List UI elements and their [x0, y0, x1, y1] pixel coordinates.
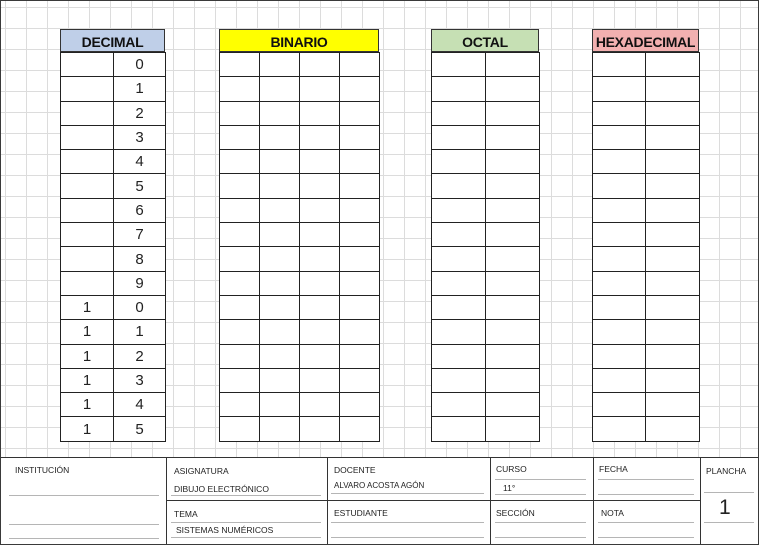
hexadecimal-row — [593, 271, 700, 295]
octal-row-cell — [486, 53, 540, 77]
decimal-header: DECIMAL — [60, 29, 165, 52]
decimal-row-cell — [61, 77, 114, 101]
binario-row-cell — [220, 174, 260, 198]
hexadecimal-row-cell — [593, 77, 646, 101]
binario-row-cell — [340, 125, 380, 149]
octal-row — [432, 198, 540, 222]
plancha-label: PLANCHA — [706, 466, 747, 476]
octal-row-cell — [432, 247, 486, 271]
hexadecimal-row-cell — [593, 174, 646, 198]
decimal-row — [61, 125, 166, 149]
binario-row-cell — [220, 77, 260, 101]
decimal-row — [61, 223, 166, 247]
octal-row — [432, 150, 540, 174]
decimal-row — [61, 393, 166, 417]
binario-row-cell — [220, 417, 260, 441]
octal-row-cell — [486, 320, 540, 344]
binario-row-cell — [340, 295, 380, 319]
hexadecimal-row — [593, 174, 700, 198]
octal-row-cell — [486, 150, 540, 174]
hexadecimal-row — [593, 393, 700, 417]
binario-row — [220, 295, 380, 319]
decimal-row-cell — [61, 125, 114, 149]
octal-section — [431, 29, 539, 442]
binario-header: BINARIO — [219, 29, 379, 52]
octal-row-cell — [486, 271, 540, 295]
octal-row — [432, 295, 540, 319]
octal-row-cell — [432, 150, 486, 174]
hexadecimal-row — [593, 101, 700, 125]
decimal-row — [61, 247, 166, 271]
binario-row-cell — [300, 247, 340, 271]
binario-row — [220, 417, 380, 441]
binario-row-cell — [340, 320, 380, 344]
binario-row-cell — [340, 417, 380, 441]
hexadecimal-row-cell — [646, 271, 700, 295]
decimal-row-cell: 0 — [114, 53, 166, 77]
binario-row-cell — [340, 53, 380, 77]
decimal-row-cell: 1 — [61, 393, 114, 417]
binario-row-cell — [340, 198, 380, 222]
binario-row-cell — [220, 247, 260, 271]
decimal-row-cell: 1 — [61, 320, 114, 344]
asignatura-label: ASIGNATURA — [174, 466, 229, 476]
title-block — [1, 457, 758, 545]
binario-row — [220, 150, 380, 174]
binario-row — [220, 320, 380, 344]
binario-row — [220, 344, 380, 368]
decimal-row-cell: 1 — [61, 344, 114, 368]
octal-row-cell — [432, 223, 486, 247]
hexadecimal-row-cell — [593, 295, 646, 319]
hexadecimal-row-cell — [593, 125, 646, 149]
hexadecimal-row-cell — [646, 368, 700, 392]
decimal-row-cell: 3 — [114, 368, 166, 392]
hexadecimal-row-cell — [646, 198, 700, 222]
institucion-label: INSTITUCIÓN — [15, 465, 70, 475]
hexadecimal-row — [593, 344, 700, 368]
hexadecimal-row-cell — [646, 247, 700, 271]
binario-row-cell — [300, 223, 340, 247]
hexadecimal-row-cell — [646, 101, 700, 125]
docente-value: ALVARO ACOSTA AGÓN — [334, 481, 425, 490]
binario-row-cell — [300, 271, 340, 295]
hexadecimal-row — [593, 198, 700, 222]
hexadecimal-row — [593, 417, 700, 441]
decimal-row — [61, 368, 166, 392]
binario-row-cell — [260, 198, 300, 222]
octal-row-cell — [432, 125, 486, 149]
decimal-row — [61, 150, 166, 174]
decimal-table — [60, 52, 166, 442]
binario-row-cell — [300, 344, 340, 368]
octal-row-cell — [432, 77, 486, 101]
binario-row-cell — [260, 101, 300, 125]
hexadecimal-row — [593, 295, 700, 319]
hexadecimal-row-cell — [646, 344, 700, 368]
binario-row-cell — [220, 150, 260, 174]
hexadecimal-row — [593, 320, 700, 344]
decimal-row — [61, 271, 166, 295]
decimal-row-cell — [61, 223, 114, 247]
binario-table — [219, 52, 380, 442]
binario-row-cell — [260, 53, 300, 77]
hexadecimal-row-cell — [646, 295, 700, 319]
octal-row-cell — [432, 344, 486, 368]
decimal-row — [61, 53, 166, 77]
hexadecimal-row-cell — [593, 320, 646, 344]
curso-label: CURSO — [496, 464, 527, 474]
binario-row — [220, 393, 380, 417]
binario-row-cell — [300, 101, 340, 125]
octal-row — [432, 417, 540, 441]
octal-row-cell — [432, 271, 486, 295]
binario-row-cell — [300, 198, 340, 222]
binario-row-cell — [220, 125, 260, 149]
octal-row-cell — [486, 223, 540, 247]
hexadecimal-row-cell — [593, 150, 646, 174]
octal-row-cell — [486, 198, 540, 222]
decimal-row — [61, 320, 166, 344]
hexadecimal-row — [593, 150, 700, 174]
octal-row-cell — [432, 368, 486, 392]
binario-row-cell — [300, 174, 340, 198]
binario-row-cell — [260, 393, 300, 417]
hexadecimal-row-cell — [646, 150, 700, 174]
decimal-row — [61, 344, 166, 368]
binario-row-cell — [260, 417, 300, 441]
decimal-row-cell — [61, 198, 114, 222]
binario-row-cell — [260, 344, 300, 368]
decimal-row-cell: 7 — [114, 223, 166, 247]
binario-row-cell — [340, 271, 380, 295]
binario-row — [220, 174, 380, 198]
hexadecimal-row-cell — [593, 417, 646, 441]
octal-row-cell — [486, 295, 540, 319]
binario-row-cell — [340, 393, 380, 417]
docente-label: DOCENTE — [334, 465, 376, 475]
decimal-row-cell: 3 — [114, 125, 166, 149]
octal-row-cell — [432, 53, 486, 77]
decimal-row-cell: 6 — [114, 198, 166, 222]
decimal-row-cell: 2 — [114, 101, 166, 125]
hexadecimal-row-cell — [593, 101, 646, 125]
hexadecimal-row-cell — [646, 125, 700, 149]
binario-row-cell — [300, 53, 340, 77]
hexadecimal-row-cell — [593, 393, 646, 417]
octal-row — [432, 77, 540, 101]
tema-label: TEMA — [174, 509, 198, 519]
hexadecimal-row-cell — [646, 174, 700, 198]
binario-row — [220, 223, 380, 247]
binario-row-cell — [260, 223, 300, 247]
hexadecimal-row-cell — [646, 417, 700, 441]
octal-table — [431, 52, 540, 442]
hexadecimal-row-cell — [593, 223, 646, 247]
decimal-row-cell — [61, 150, 114, 174]
hexadecimal-header: HEXADECIMAL — [592, 29, 699, 52]
decimal-row-cell: 4 — [114, 150, 166, 174]
binario-row — [220, 53, 380, 77]
binario-row-cell — [260, 271, 300, 295]
octal-row — [432, 344, 540, 368]
hexadecimal-section — [592, 29, 699, 442]
hexadecimal-row-cell — [593, 368, 646, 392]
octal-row-cell — [432, 393, 486, 417]
decimal-row-cell — [61, 271, 114, 295]
curso-value: 11° — [503, 483, 516, 493]
decimal-row-cell: 1 — [61, 295, 114, 319]
octal-row-cell — [486, 368, 540, 392]
octal-row — [432, 174, 540, 198]
decimal-row-cell: 5 — [114, 417, 166, 441]
decimal-row — [61, 417, 166, 441]
binario-row-cell — [220, 53, 260, 77]
octal-row — [432, 368, 540, 392]
binario-row — [220, 125, 380, 149]
hexadecimal-row-cell — [646, 393, 700, 417]
decimal-row-cell: 4 — [114, 393, 166, 417]
estudiante-label: ESTUDIANTE — [334, 508, 388, 518]
binario-row — [220, 368, 380, 392]
binario-row-cell — [260, 125, 300, 149]
decimal-row-cell: 0 — [114, 295, 166, 319]
nota-label: NOTA — [601, 508, 624, 518]
binario-row-cell — [220, 344, 260, 368]
decimal-section — [60, 29, 165, 442]
decimal-row-cell: 1 — [114, 77, 166, 101]
binario-row-cell — [300, 320, 340, 344]
binario-row — [220, 77, 380, 101]
decimal-row-cell — [61, 53, 114, 77]
decimal-row — [61, 77, 166, 101]
binario-row-cell — [220, 295, 260, 319]
octal-row-cell — [432, 174, 486, 198]
binario-row — [220, 271, 380, 295]
octal-row-cell — [432, 320, 486, 344]
binario-row-cell — [340, 77, 380, 101]
octal-row — [432, 101, 540, 125]
hexadecimal-row-cell — [646, 53, 700, 77]
binario-row-cell — [300, 417, 340, 441]
decimal-row-cell — [61, 101, 114, 125]
binario-row-cell — [340, 101, 380, 125]
binario-row-cell — [340, 247, 380, 271]
decimal-row-cell — [61, 247, 114, 271]
decimal-row-cell — [61, 174, 114, 198]
plancha-value: 1 — [719, 496, 731, 519]
binario-row — [220, 247, 380, 271]
asignatura-value: DIBUJO ELECTRÓNICO — [174, 484, 269, 494]
decimal-row-cell: 1 — [114, 320, 166, 344]
hexadecimal-row — [593, 247, 700, 271]
binario-row-cell — [220, 320, 260, 344]
binario-row-cell — [300, 368, 340, 392]
decimal-row — [61, 101, 166, 125]
octal-row-cell — [432, 101, 486, 125]
octal-row — [432, 393, 540, 417]
decimal-row — [61, 295, 166, 319]
octal-row-cell — [486, 125, 540, 149]
binario-row-cell — [220, 271, 260, 295]
octal-row-cell — [486, 344, 540, 368]
decimal-row-cell: 9 — [114, 271, 166, 295]
octal-row-cell — [486, 417, 540, 441]
binario-row-cell — [260, 295, 300, 319]
octal-row-cell — [432, 417, 486, 441]
decimal-row — [61, 198, 166, 222]
octal-row-cell — [486, 393, 540, 417]
binario-row-cell — [340, 150, 380, 174]
binario-row-cell — [300, 125, 340, 149]
binario-row — [220, 101, 380, 125]
octal-row-cell — [486, 101, 540, 125]
decimal-row — [61, 174, 166, 198]
binario-row-cell — [260, 174, 300, 198]
hexadecimal-row — [593, 125, 700, 149]
decimal-row-cell: 2 — [114, 344, 166, 368]
binario-row-cell — [220, 198, 260, 222]
seccion-label: SECCIÓN — [496, 508, 535, 518]
hexadecimal-row-cell — [593, 271, 646, 295]
binario-row-cell — [340, 174, 380, 198]
binario-row-cell — [220, 223, 260, 247]
binario-row-cell — [260, 247, 300, 271]
decimal-row-cell: 1 — [61, 417, 114, 441]
hexadecimal-row-cell — [646, 320, 700, 344]
octal-row-cell — [432, 295, 486, 319]
decimal-row-cell: 8 — [114, 247, 166, 271]
decimal-row-cell: 1 — [61, 368, 114, 392]
octal-row-cell — [486, 247, 540, 271]
binario-row-cell — [300, 393, 340, 417]
tema-value: SISTEMAS NUMÉRICOS — [176, 525, 274, 535]
hexadecimal-row-cell — [646, 223, 700, 247]
octal-row — [432, 271, 540, 295]
binario-row-cell — [220, 368, 260, 392]
octal-row-cell — [432, 198, 486, 222]
binario-row-cell — [260, 368, 300, 392]
binario-row — [220, 198, 380, 222]
binario-row-cell — [220, 393, 260, 417]
hexadecimal-row — [593, 77, 700, 101]
hexadecimal-row-cell — [593, 198, 646, 222]
binario-row-cell — [340, 368, 380, 392]
hexadecimal-row-cell — [593, 344, 646, 368]
binario-row-cell — [340, 344, 380, 368]
hexadecimal-row — [593, 368, 700, 392]
hexadecimal-row-cell — [593, 247, 646, 271]
binario-row-cell — [300, 77, 340, 101]
octal-row — [432, 320, 540, 344]
hexadecimal-row-cell — [593, 53, 646, 77]
octal-row — [432, 125, 540, 149]
octal-row — [432, 223, 540, 247]
binario-row-cell — [340, 223, 380, 247]
binario-section — [219, 29, 379, 442]
decimal-row-cell: 5 — [114, 174, 166, 198]
hexadecimal-row — [593, 53, 700, 77]
hexadecimal-table — [592, 52, 700, 442]
binario-row-cell — [260, 150, 300, 174]
octal-row — [432, 247, 540, 271]
hexadecimal-row — [593, 223, 700, 247]
binario-row-cell — [260, 320, 300, 344]
binario-row-cell — [220, 101, 260, 125]
octal-row — [432, 53, 540, 77]
binario-row-cell — [260, 77, 300, 101]
octal-row-cell — [486, 77, 540, 101]
fecha-label: FECHA — [599, 464, 628, 474]
octal-row-cell — [486, 174, 540, 198]
hexadecimal-row-cell — [646, 77, 700, 101]
binario-row-cell — [300, 150, 340, 174]
octal-header: OCTAL — [431, 29, 539, 52]
binario-row-cell — [300, 295, 340, 319]
